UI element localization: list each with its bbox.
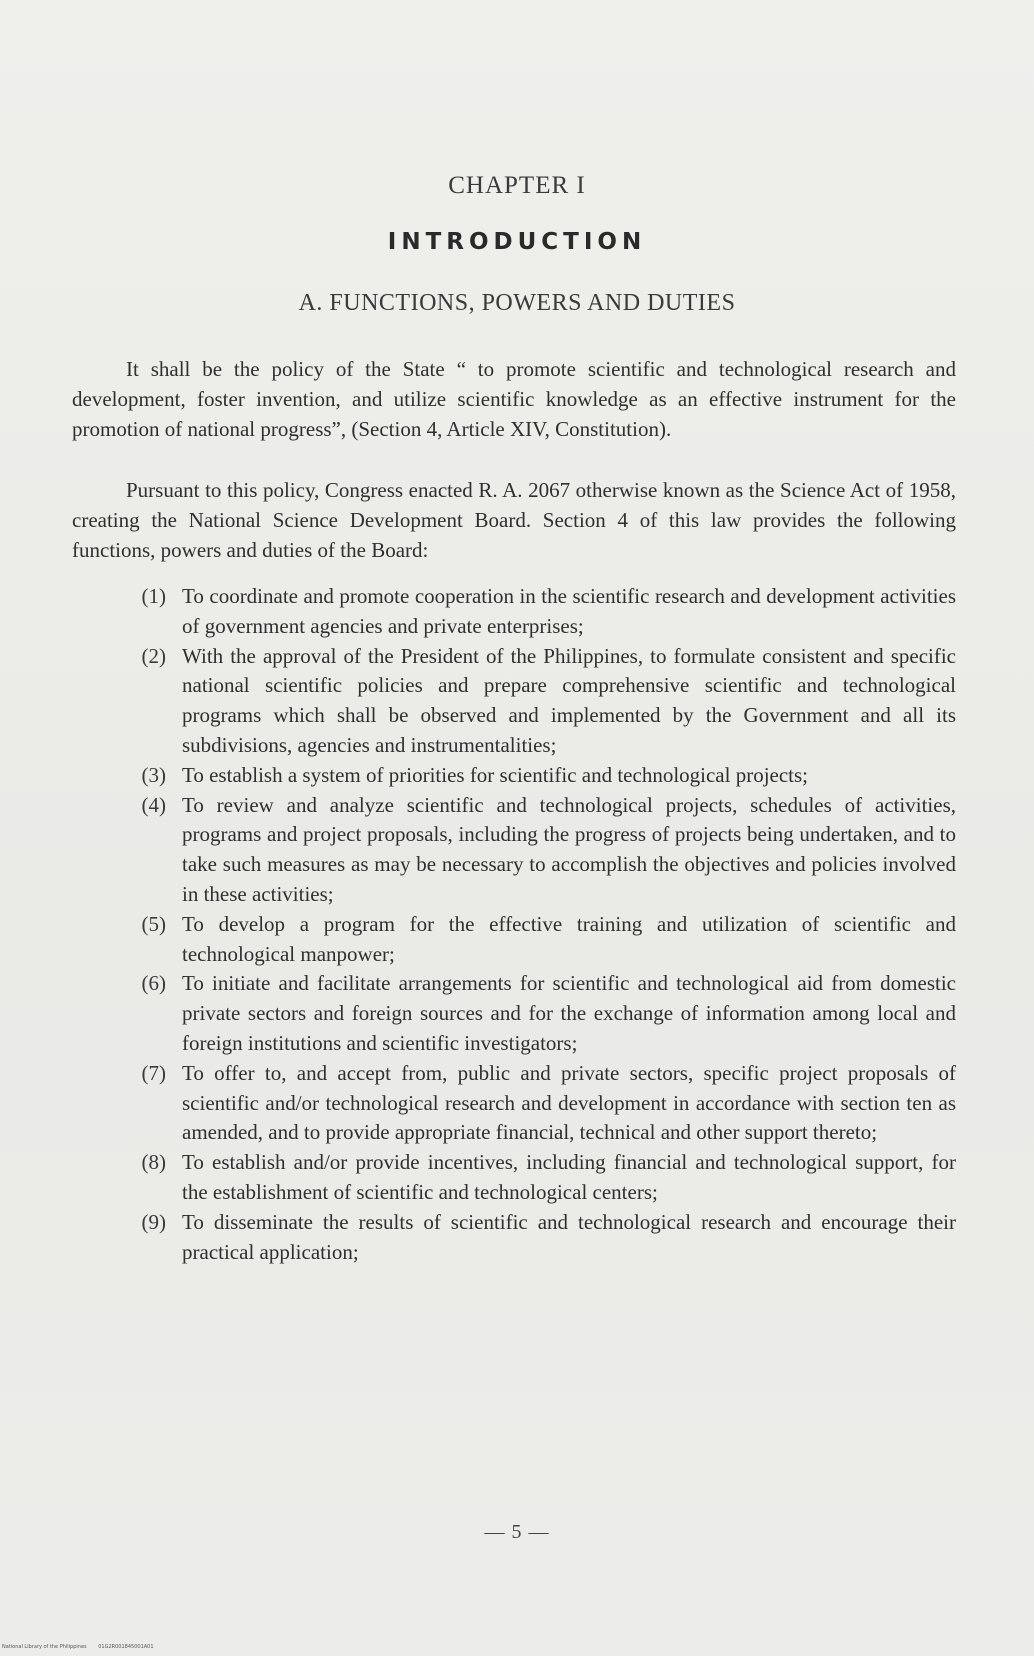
item-text: To develop a program for the effective training and utilization of scientific and technological manpower;: [182, 911, 956, 966]
item-number: (7): [141, 1060, 166, 1085]
item-text: To establish a system of priorities for scientific and technological projects;: [182, 762, 809, 787]
list-item: [72, 791, 956, 910]
item-text: To offer to, and accept from, public and private sectors, specific project proposals of scientific and/or technological research and development in accordance with section ten as amended, and to provide appropriate financial, technical and other support thereto;: [182, 1060, 956, 1145]
scan-footer: [2, 1644, 154, 1650]
item-number: (6): [141, 971, 166, 996]
functions-list: [72, 582, 956, 1267]
item-number: (2): [141, 643, 166, 668]
item-number: (8): [141, 1150, 166, 1175]
library-credit: National Library of the Philippines: [2, 1644, 87, 1650]
list-item: [72, 582, 956, 642]
item-text: To initiate and facilitate arrangements for scientific and technological aid from domestic private sectors and foreign sources and for the exchange of information among local and foreign institutions and scientific investigators;: [182, 971, 956, 1055]
chapter-label: CHAPTER I: [448, 172, 586, 199]
list-item: [72, 1148, 956, 1208]
item-text: With the approval of the President of the Philippines, to formulate consistent and specific national scientific policies and prepare comprehensive scientific and technological programs which shall be observed and implemented by the Government and all its subdivisions, agencies and instrumentalities;: [182, 643, 956, 757]
list-item: [72, 1208, 956, 1268]
item-number: (5): [141, 911, 166, 936]
list-item: [72, 642, 956, 761]
item-number: (4): [141, 792, 166, 817]
scan-code: 01G2R001845001A01: [98, 1644, 154, 1650]
page-title: INTRODUCTION: [387, 229, 647, 255]
item-text: To disseminate the results of scientific and technological research and encourage their practical application;: [182, 1209, 956, 1264]
list-item: [72, 1059, 956, 1148]
page-number: — 5 —: [484, 1521, 550, 1543]
item-number: (9): [141, 1209, 166, 1234]
section-heading: A. FUNCTIONS, POWERS AND DUTIES: [298, 290, 736, 316]
paragraph: Pursuant to this policy, Congress enacted R. A. 2067 otherwise known as the Science Act of 1958, creating the National Science Development Board. Section 4 of this law provides the following functions, powers and duties of the Board:: [72, 478, 956, 562]
list-item: [72, 761, 956, 791]
list-item: [72, 969, 956, 1058]
list-item: [72, 910, 956, 970]
item-text: To coordinate and promote cooperation in the scientific research and development activities of government agencies and private enterprises;: [182, 584, 956, 638]
item-number: (3): [141, 762, 166, 787]
paragraph: It shall be the policy of the State “ to promote scientific and technological research and development, foster invention, and utilize scientific knowledge as an effective instrument for the promotion of national progress”, (Section 4, Article XIV, Constitution).: [72, 357, 956, 441]
item-number: (1): [141, 584, 166, 608]
item-text: To review and analyze scientific and technological projects, schedules of activities, programs and project proposals, including the progress of projects being undertaken, and to take such measures as may be necessary to accomplish the objectives and policies involved in these activities;: [182, 792, 956, 906]
item-text: To establish and/or provide incentives, including financial and technological support, for the establishment of scientific and technological centers;: [182, 1150, 956, 1204]
